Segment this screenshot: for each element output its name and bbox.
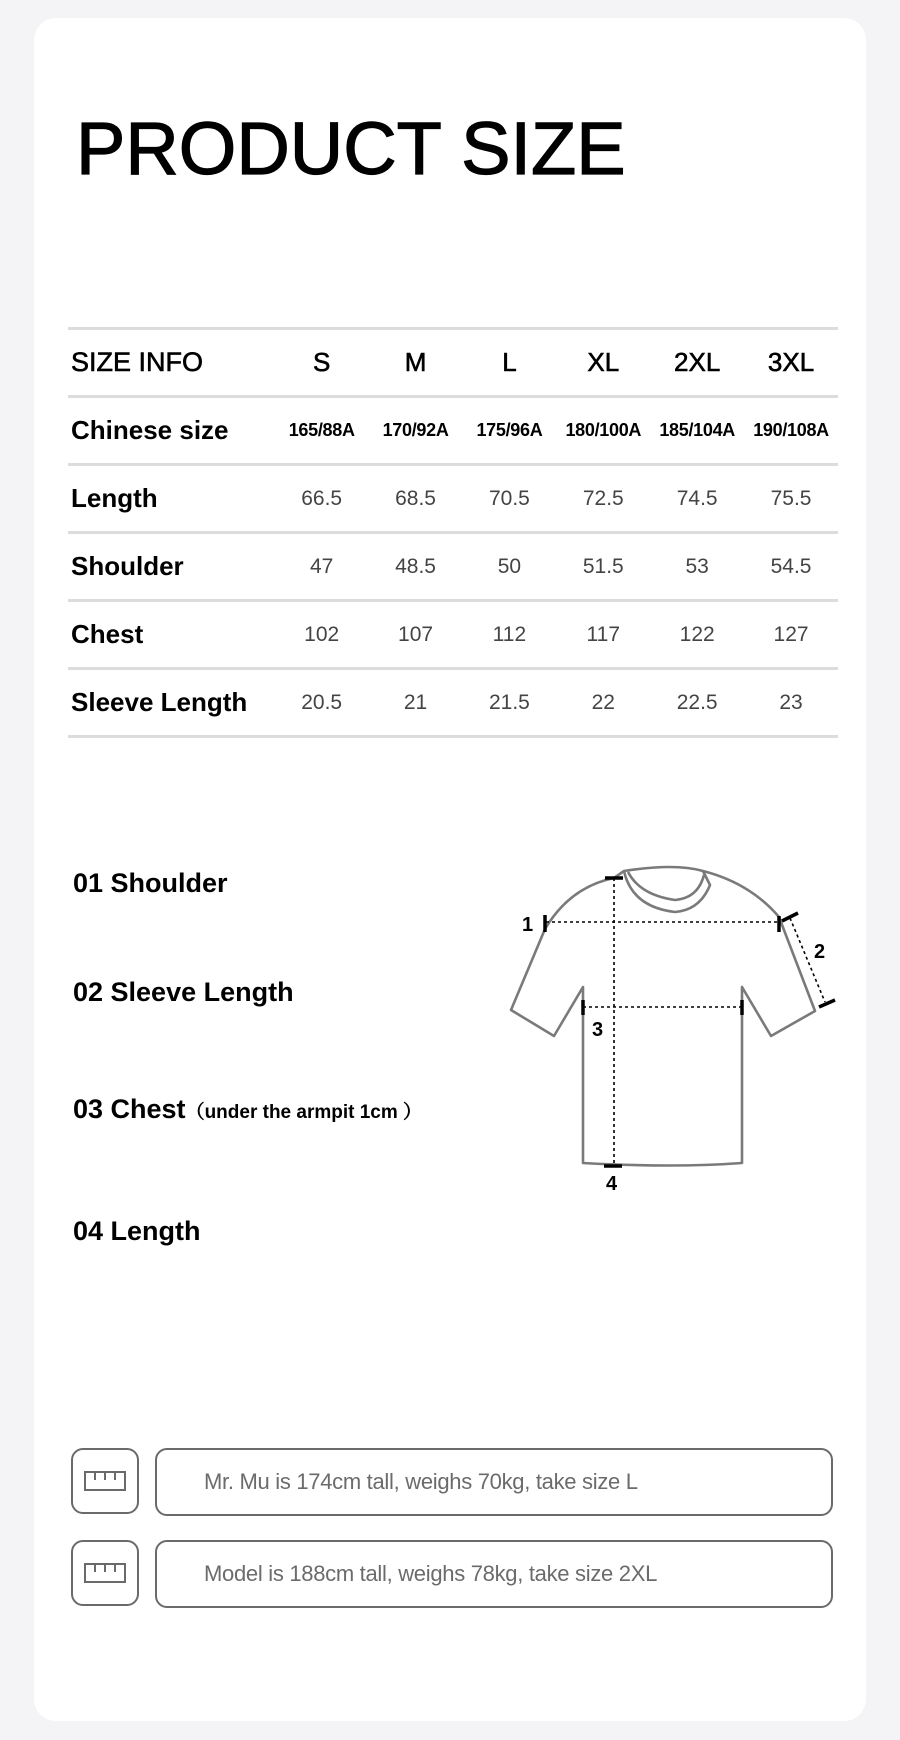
table-cell: 21 <box>403 690 428 714</box>
table-cell: 22 <box>591 690 615 714</box>
table-header-row <box>68 330 838 395</box>
table-cell: 22.5 <box>676 690 718 714</box>
size-column-header: S <box>313 347 331 377</box>
legend-text: 02 Sleeve Length <box>73 977 294 1007</box>
table-cell: 165/88A <box>288 420 355 440</box>
ruler-icon-box <box>71 1540 139 1606</box>
table-row <box>68 466 838 531</box>
page-title: PRODUCT SIZE <box>76 107 626 190</box>
table-cell: 23 <box>779 690 803 714</box>
row-label: Chest <box>71 619 144 649</box>
table-cell: 54.5 <box>770 554 812 578</box>
table-row <box>68 602 838 667</box>
table-cell: 68.5 <box>395 486 436 510</box>
table-divider <box>68 735 838 738</box>
table-cell: 180/100A <box>565 420 642 440</box>
tshirt-measurement-diagram-icon <box>500 850 850 1200</box>
table-cell: 47 <box>309 554 334 578</box>
table-cell: 74.5 <box>676 486 718 510</box>
size-column-header: M <box>404 347 427 377</box>
table-cell: 127 <box>773 622 809 646</box>
ruler-icon-box <box>71 1448 139 1514</box>
ruler-icon <box>84 1471 126 1491</box>
legend-item-chest <box>73 1094 422 1125</box>
header-label: SIZE INFO <box>71 347 204 377</box>
row-label: Length <box>71 483 158 513</box>
model-info-text: Model is 188cm tall, weighs 78kg, take size 2XL <box>155 1540 833 1608</box>
table-cell: 190/108A <box>753 420 829 440</box>
table-cell: 51.5 <box>582 554 624 578</box>
row-label: Sleeve Length <box>71 687 248 717</box>
legend-text: 04 Length <box>73 1216 201 1246</box>
model-info-1 <box>71 1448 833 1516</box>
legend-item-shoulder <box>73 868 228 899</box>
model-info-text: Mr. Mu is 174cm tall, weighs 70kg, take size L <box>155 1448 833 1516</box>
table-cell: 72.5 <box>582 486 624 510</box>
size-column-header: XL <box>587 347 620 377</box>
table-cell: 20.5 <box>301 690 343 714</box>
table-cell: 175/96A <box>476 420 543 440</box>
table-row <box>68 398 838 463</box>
table-cell: 122 <box>679 622 715 646</box>
size-column-header: L <box>502 347 517 377</box>
row-label: Shoulder <box>71 551 184 581</box>
table-cell: 70.5 <box>488 486 530 510</box>
legend-text: 01 Shoulder <box>73 868 228 898</box>
legend-text: 03 Chest <box>73 1094 186 1124</box>
table-row <box>68 534 838 599</box>
table-cell: 112 <box>492 622 527 646</box>
table-cell: 75.5 <box>770 486 812 510</box>
model-info-2 <box>71 1540 833 1608</box>
svg-text:1: 1 <box>522 914 534 936</box>
row-label: Chinese size <box>71 415 229 445</box>
ruler-icon <box>84 1563 126 1583</box>
table-cell: 53 <box>685 554 709 578</box>
svg-text:4: 4 <box>606 1173 618 1195</box>
table-cell: 170/92A <box>382 420 449 440</box>
size-column-header: 2XL <box>674 347 721 377</box>
size-table <box>68 327 838 738</box>
table-cell: 107 <box>398 622 434 646</box>
table-cell: 102 <box>304 622 340 646</box>
table-cell: 185/104A <box>659 420 735 440</box>
legend-item-sleeve-length <box>73 977 294 1008</box>
table-row <box>68 670 838 735</box>
svg-text:3: 3 <box>592 1019 604 1041</box>
size-column-header: 3XL <box>767 347 815 377</box>
table-cell: 117 <box>586 622 621 646</box>
table-cell: 50 <box>497 554 522 578</box>
table-cell: 21.5 <box>488 690 530 714</box>
legend-note: （under the armpit 1cm ） <box>185 1102 423 1123</box>
svg-text:2: 2 <box>814 941 826 963</box>
table-cell: 66.5 <box>301 486 343 510</box>
table-cell: 48.5 <box>395 554 436 578</box>
legend-item-length <box>73 1216 201 1247</box>
